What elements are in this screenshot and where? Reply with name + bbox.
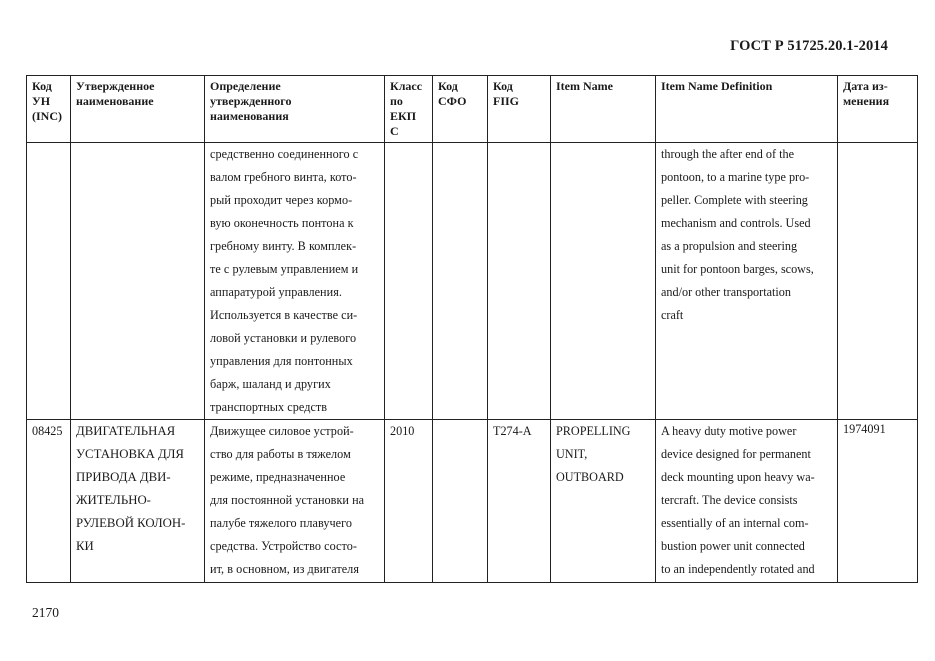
- col-header-change-date: [838, 76, 918, 143]
- text-line: КИ: [76, 539, 94, 553]
- cell-inc: [27, 143, 71, 420]
- text-line: ЕКП: [390, 109, 417, 123]
- col-header-item-name: [551, 76, 656, 143]
- text-line: те с рулевым управлением и: [210, 262, 359, 276]
- text-line: наименования: [210, 109, 289, 123]
- text-line: Код: [493, 79, 513, 93]
- text-line: (INC): [32, 109, 62, 123]
- text-line: Дата из-: [843, 79, 888, 93]
- table-row-continuation: [27, 143, 918, 420]
- text-line: барж, шаланд и других: [210, 377, 331, 391]
- text-line: валом гребного винта, кото-: [210, 170, 357, 184]
- text-line: для постоянной установки на: [210, 493, 365, 507]
- text-line: Класс: [390, 79, 423, 93]
- text-line: ПРИВОДА ДВИ-: [76, 470, 171, 484]
- text-line: УСТАНОВКА ДЛЯ: [76, 447, 184, 461]
- text-line: UNIT,: [556, 447, 588, 461]
- cell-inc: 08425: [27, 420, 71, 583]
- text-line: PROPELLING: [556, 424, 631, 438]
- col-header-fiig: [488, 76, 551, 143]
- cell-fiig: [488, 143, 551, 420]
- text-line: менения: [843, 94, 890, 108]
- text-line: mechanism and controls. Used: [661, 216, 811, 230]
- text-line: аппаратурой управления.: [210, 285, 342, 299]
- col-header-definition: [205, 76, 385, 143]
- text-line: pontoon, to a marine type pro-: [661, 170, 810, 184]
- text-line: Движущее силовое устрой-: [210, 424, 354, 438]
- cell-sfo: [433, 420, 488, 583]
- cell-change-date: [838, 143, 918, 420]
- text-line: рый проходит через кормо-: [210, 193, 353, 207]
- table-row-08425: [27, 420, 918, 583]
- cell-item-name-definition: [656, 143, 838, 420]
- cell-item-name: [551, 420, 656, 583]
- text-line: УН: [32, 94, 51, 108]
- text-line: ЖИТЕЛЬНО-: [76, 493, 151, 507]
- text-line: Утвержденное: [76, 79, 155, 93]
- col-header-approved-name: [71, 76, 205, 143]
- text-line: FIIG: [493, 94, 520, 108]
- text-line: to an independently rotated and: [661, 562, 815, 576]
- registry-table: [26, 75, 918, 583]
- text-line: ит, в основном, из двигателя: [210, 562, 359, 576]
- text-line: наименование: [76, 94, 154, 108]
- text-line: режиме, предназначенное: [210, 470, 346, 484]
- cell-approved-name: [71, 143, 205, 420]
- cell-definition: [205, 420, 385, 583]
- text-line: средства. Устройство состо-: [210, 539, 357, 553]
- text-line: essentially of an internal com-: [661, 516, 809, 530]
- text-line: по: [390, 94, 403, 108]
- text-line: вую оконечность понтона к: [210, 216, 354, 230]
- col-header-sfo: [433, 76, 488, 143]
- text-line: as a propulsion and steering: [661, 239, 798, 253]
- text-line: С: [390, 124, 399, 138]
- text-line: OUTBOARD: [556, 470, 624, 484]
- text-line: Код: [438, 79, 458, 93]
- text-line: deck mounting upon heavy wa-: [661, 470, 815, 484]
- text-line: ловой установки и рулевого: [210, 331, 357, 345]
- text-line: Item Name: [556, 79, 613, 93]
- text-line: unit for pontoon barges, scows,: [661, 262, 814, 276]
- text-line: ДВИГАТЕЛЬНАЯ: [76, 424, 176, 438]
- text-line: средственно соединенного с: [210, 147, 359, 161]
- text-line: гребному винту. В комплек-: [210, 239, 357, 253]
- cell-item-name-definition: [656, 420, 838, 583]
- col-header-item-name-definition: [656, 76, 838, 143]
- table-header-row: [27, 76, 918, 143]
- text-line: ство для работы в тяжелом: [210, 447, 351, 461]
- text-line: device designed for permanent: [661, 447, 811, 461]
- text-line: Используется в качестве си-: [210, 308, 358, 322]
- text-line: Код: [32, 79, 52, 93]
- cell-fiig: T274-A: [488, 420, 551, 583]
- cell-item-name: [551, 143, 656, 420]
- text-line: bustion power unit connected: [661, 539, 805, 553]
- text-line: tercraft. The device consists: [661, 493, 798, 507]
- page-number: 2170: [32, 605, 59, 620]
- text-line: Item Name Definition: [661, 79, 773, 93]
- document-header: ГОСТ Р 51725.20.1-2014: [730, 38, 888, 54]
- cell-change-date: 1974091: [838, 420, 918, 583]
- text-line: РУЛЕВОЙ КОЛОН-: [76, 516, 186, 530]
- text-line: craft: [661, 308, 684, 322]
- text-line: транспортных средств: [210, 400, 328, 414]
- cell-approved-name: [71, 420, 205, 583]
- text-line: peller. Complete with steering: [661, 193, 808, 207]
- col-header-class: [385, 76, 433, 143]
- col-header-inc: [27, 76, 71, 143]
- text-line: and/or other transportation: [661, 285, 791, 299]
- text-line: СФО: [438, 94, 467, 108]
- text-line: палубе тяжелого плавучего: [210, 516, 353, 530]
- text-line: Определение: [210, 79, 281, 93]
- text-line: утвержденного: [210, 94, 292, 108]
- text-line: A heavy duty motive power: [661, 424, 797, 438]
- text-line: управления для понтонных: [210, 354, 353, 368]
- cell-definition: [205, 143, 385, 420]
- cell-class: 2010: [385, 420, 433, 583]
- cell-class: [385, 143, 433, 420]
- text-line: through the after end of the: [661, 147, 794, 161]
- cell-sfo: [433, 143, 488, 420]
